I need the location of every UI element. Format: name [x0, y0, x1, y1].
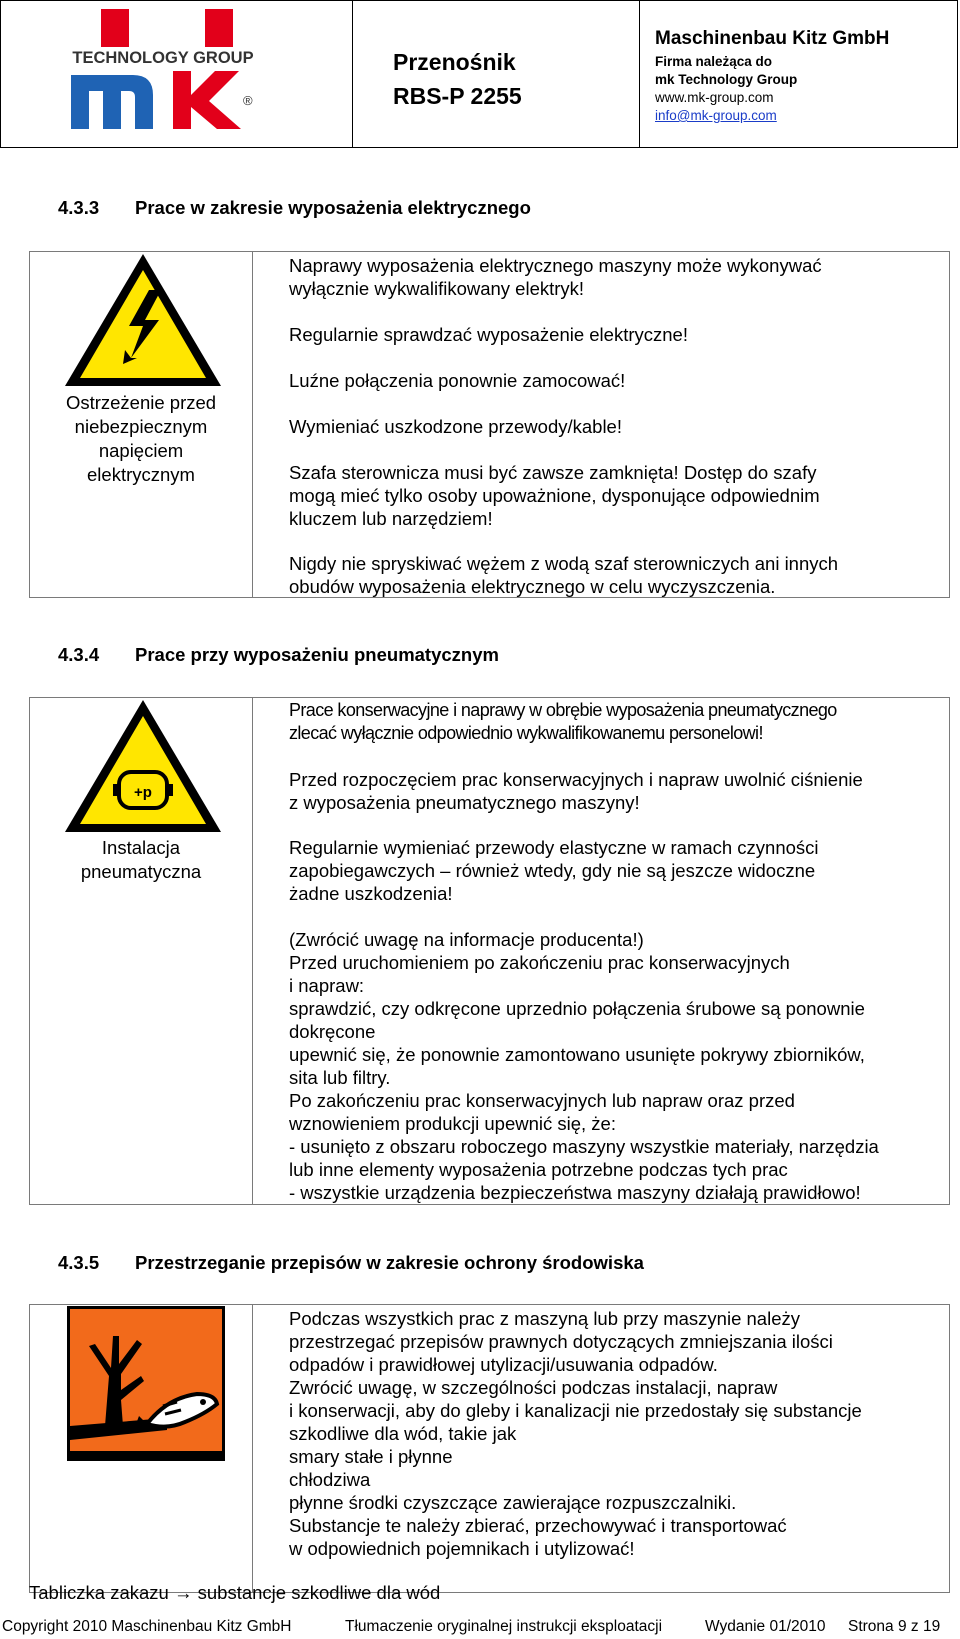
section-heading: [58, 197, 531, 219]
text-line: Naprawy wyposażenia elektrycznego maszyny może wykonywać: [289, 255, 822, 276]
company-name: Maschinenbau Kitz GmbH: [655, 28, 890, 49]
environment-caption: Tabliczka zakazu → substancje szkodliwe dla wód: [29, 1582, 441, 1603]
product-title: [393, 45, 522, 113]
text-line: Po zakończeniu prac konserwacyjnych lub napraw oraz przed: [289, 1090, 795, 1111]
text-line: - usunięto z obszaru roboczego maszyny wszystkie materiały, narzędzia: [289, 1136, 879, 1157]
paragraph: [289, 1307, 949, 1560]
text-line: chłodziwa: [289, 1469, 371, 1490]
text-line: zapobiegawczych – również wtedy, gdy nie są jeszcze widoczne: [289, 860, 816, 881]
text-line: mogą mieć tylko osoby upoważnione, dysponujące odpowiednim: [289, 485, 820, 506]
text-line: płynne środki czyszczące zawierające rozpuszczalniki.: [289, 1492, 737, 1513]
pneumatic-caption: [30, 836, 252, 884]
text-line: zlecać wyłącznie odpowiednio wykwalifikowanemu personelowi!: [289, 723, 763, 743]
section-title: Prace w zakresie wyposażenia elektrycznego: [135, 197, 531, 218]
footer-edition: Wydanie 01/2010: [705, 1618, 826, 1635]
text-line: sita lub filtry.: [289, 1067, 391, 1088]
text-line: odpadów i prawidłowej utylizacji/usuwania odpadów.: [289, 1354, 718, 1375]
text-line: Zwrócić uwagę, w szczególności podczas instalacji, napraw: [289, 1377, 778, 1398]
environment-box: [29, 1304, 950, 1593]
caption-line: Instalacja: [101, 837, 181, 858]
text-line: Szafa sterownicza musi być zawsze zamknięta! Dostęp do szafy: [289, 462, 817, 483]
pneumatic-safety-box: [29, 697, 950, 1205]
text-line: i napraw:: [289, 975, 365, 996]
text-line: i konserwacji, aby do gleby i kanalizacji nie przedostały się substancje: [289, 1400, 862, 1421]
text-line: z wyposażenia pneumatycznego maszyny!: [289, 792, 640, 813]
text-line: Prace konserwacyjne i naprawy w obrębie wyposażenia pneumatycznego: [289, 700, 837, 720]
product-model: RBS-P 2255: [393, 83, 522, 109]
company-group: mk Technology Group: [655, 72, 798, 87]
caption-line: napięciem: [98, 440, 184, 461]
header-divider: [352, 1, 353, 147]
text-line: wyłącznie wykwalifikowany elektryk!: [289, 278, 585, 299]
column-divider: [252, 698, 253, 1204]
caption-line: Ostrzeżenie przed: [65, 392, 217, 413]
environment-hazard-icon: [67, 1306, 225, 1466]
text-line: Przed uruchomieniem po zakończeniu prac konserwacyjnych: [289, 952, 790, 973]
paragraph: [289, 415, 949, 438]
text-line: upewnić się, że ponownie zamontowano usunięte pokrywy zbiorników,: [289, 1044, 865, 1065]
column-divider: [252, 252, 253, 597]
paragraph: [289, 323, 949, 346]
column-divider: [252, 1305, 253, 1592]
text-line: przestrzegać przepisów prawnych dotyczących zmniejszania ilości: [289, 1331, 833, 1352]
pneumatic-icon-label: +p: [134, 784, 152, 801]
paragraph: [289, 768, 949, 814]
footer-copyright: Copyright 2010 Maschinenbau Kitz GmbH: [2, 1618, 292, 1635]
paragraph: [289, 552, 949, 598]
section-heading: [58, 644, 499, 666]
text-line: żadne uszkodzenia!: [289, 883, 453, 904]
paragraph: [289, 699, 949, 745]
text-line: Luźne połączenia ponownie zamocować!: [289, 370, 626, 391]
text-line: Regularnie wymieniać przewody elastyczne w ramach czynności: [289, 837, 819, 858]
section-number: 4.3.5: [58, 1252, 100, 1273]
paragraph: [289, 369, 949, 392]
caption-line: elektrycznym: [87, 464, 195, 485]
paragraph: [289, 928, 949, 1204]
section-title: Przestrzeganie przepisów w zakresie ochrony środowiska: [135, 1252, 644, 1273]
logo-text: TECHNOLOGY GROUP: [72, 49, 254, 67]
text-line: smary stałe i płynne: [289, 1446, 453, 1467]
page-header: [0, 0, 958, 148]
text-line: wznowieniem produkcji upewnić się, że:: [289, 1113, 616, 1134]
text-line: Podczas wszystkich prac z maszyną lub przy maszynie należy: [289, 1308, 800, 1329]
paragraph: [289, 254, 949, 300]
paragraph: [289, 461, 949, 530]
text-line: w odpowiednich pojemnikach i utylizować!: [289, 1538, 635, 1559]
text-line: Przed rozpoczęciem prac konserwacyjnych i napraw uwolnić ciśnienie: [289, 769, 863, 790]
product-name: Przenośnik: [393, 49, 516, 75]
text-line: obudów wyposażenia elektrycznego w celu wyczyszczenia.: [289, 576, 776, 597]
company-subtitle: Firma należąca do: [655, 54, 773, 69]
caption-line: niebezpiecznym: [74, 416, 208, 437]
text-line: Regularnie sprawdzać wyposażenie elektryczne!: [289, 324, 688, 345]
email-link[interactable]: info@mk-group.com: [655, 108, 777, 123]
header-divider: [639, 1, 640, 147]
section-heading: [58, 1252, 644, 1274]
section-number: 4.3.4: [58, 644, 100, 665]
text-line: kluczem lub narzędziem!: [289, 508, 493, 529]
website-text: www.mk-group.com: [655, 90, 774, 105]
text-line: Substancje te należy zbierać, przechowywać i transportować: [289, 1515, 787, 1536]
section-number: 4.3.3: [58, 197, 100, 218]
text-line: lub inne elementy wyposażenia potrzebne podczas tych prac: [289, 1159, 788, 1180]
logo-registered: ®: [243, 93, 253, 108]
paragraph: [289, 836, 949, 905]
text-line: (Zwrócić uwagę na informacje producenta!): [289, 929, 644, 950]
text-line: sprawdzić, czy odkręcone uprzednio połączenia śrubowe są ponownie: [289, 998, 865, 1019]
company-logo: [71, 9, 256, 129]
electric-caption: [30, 391, 252, 487]
text-line: szkodliwe dla wód, takie jak: [289, 1423, 517, 1444]
company-info: [655, 25, 889, 125]
footer-page-number: Strona 9 z 19: [848, 1618, 941, 1635]
text-line: - wszystkie urządzenia bezpieczeństwa maszyny działają prawidłowo!: [289, 1182, 861, 1203]
pneumatic-hazard-icon: [63, 698, 223, 841]
text-line: Wymieniać uszkodzone przewody/kable!: [289, 416, 622, 437]
electrical-safety-box: [29, 251, 950, 598]
section-title: Prace przy wyposażeniu pneumatycznym: [135, 644, 499, 665]
footer-translation: Tłumaczenie oryginalnej instrukcji eksploatacji: [345, 1618, 663, 1635]
text-line: Nigdy nie spryskiwać wężem z wodą szaf sterowniczych ani innych: [289, 553, 839, 574]
text-line: dokręcone: [289, 1021, 376, 1042]
electric-hazard-icon: [63, 252, 223, 395]
caption-line: pneumatyczna: [80, 861, 202, 882]
